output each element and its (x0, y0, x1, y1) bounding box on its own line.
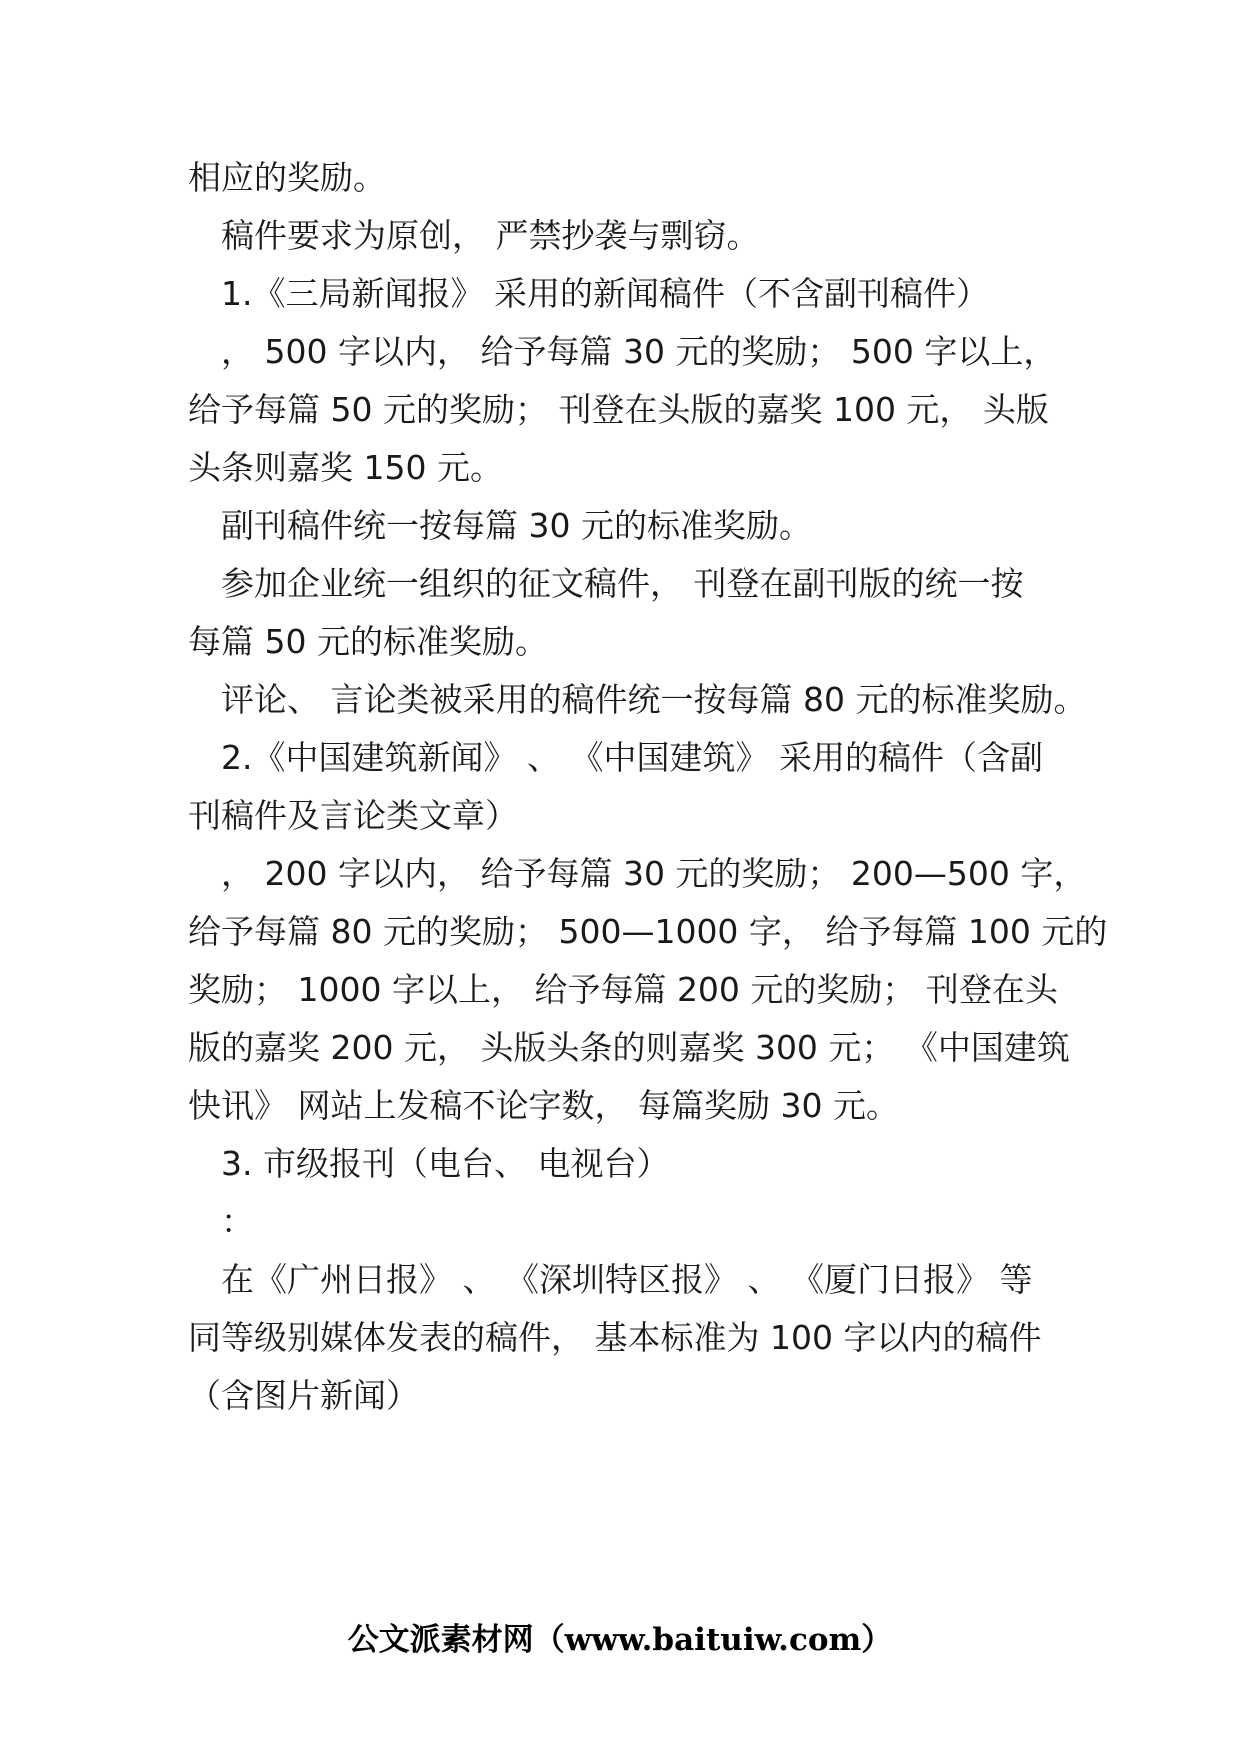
text-line: 快讯》 网站上发稿不论字数， 每篇奖励 30 元。 (188, 1086, 899, 1125)
text-line: ： (188, 1202, 254, 1241)
text-line: 每篇 50 元的标准奖励。 (188, 622, 548, 661)
text-line: 奖励； 1000 字以上， 给予每篇 200 元的奖励； 刊登在头 (188, 970, 1058, 1009)
text-line: （含图片新闻） (188, 1376, 419, 1415)
footer-watermark: 公文派素材网（www.baituiw.com） (347, 1622, 893, 1658)
text-line: 3. 市级报刊（电台、 电视台） (188, 1144, 670, 1183)
text-line: 头条则嘉奖 150 元。 (188, 448, 503, 487)
text-line: 副刊稿件统一按每篇 30 元的标准奖励。 (188, 506, 812, 545)
text-line: 在《广州日报》 、 《深圳特区报》 、 《厦门日报》 等 (188, 1260, 1033, 1299)
text-line: 参加企业统一组织的征文稿件， 刊登在副刊版的统一按 (188, 564, 1024, 603)
text-line: 1.《三局新闻报》 采用的新闻稿件（不含副刊稿件） (188, 274, 989, 313)
text-line: 评论、 言论类被采用的稿件统一按每篇 80 元的标准奖励。 (188, 680, 1087, 719)
text-line: 同等级别媒体发表的稿件， 基本标准为 100 字以内的稿件 (188, 1318, 1042, 1357)
text-line: 稿件要求为原创， 严禁抄袭与剽窃。 (188, 216, 760, 255)
text-line: 刊稿件及言论类文章） (188, 796, 518, 835)
text-line: 给予每篇 80 元的奖励； 500—1000 字， 给予每篇 100 元的 (188, 912, 1108, 951)
text-line: 相应的奖励。 (188, 158, 386, 197)
text-line: 给予每篇 50 元的奖励； 刊登在头版的嘉奖 100 元， 头版 (188, 390, 1049, 429)
text-line: ， 500 字以内， 给予每篇 30 元的奖励； 500 字以上， (188, 332, 1057, 371)
text-line: ， 200 字以内， 给予每篇 30 元的奖励； 200—500 字， (188, 854, 1087, 893)
text-line: 2.《中国建筑新闻》 、 《中国建筑》 采用的稿件（含副 (188, 738, 1043, 777)
text-line: 版的嘉奖 200 元， 头版头条的则嘉奖 300 元； 《中国建筑 (188, 1028, 1070, 1067)
